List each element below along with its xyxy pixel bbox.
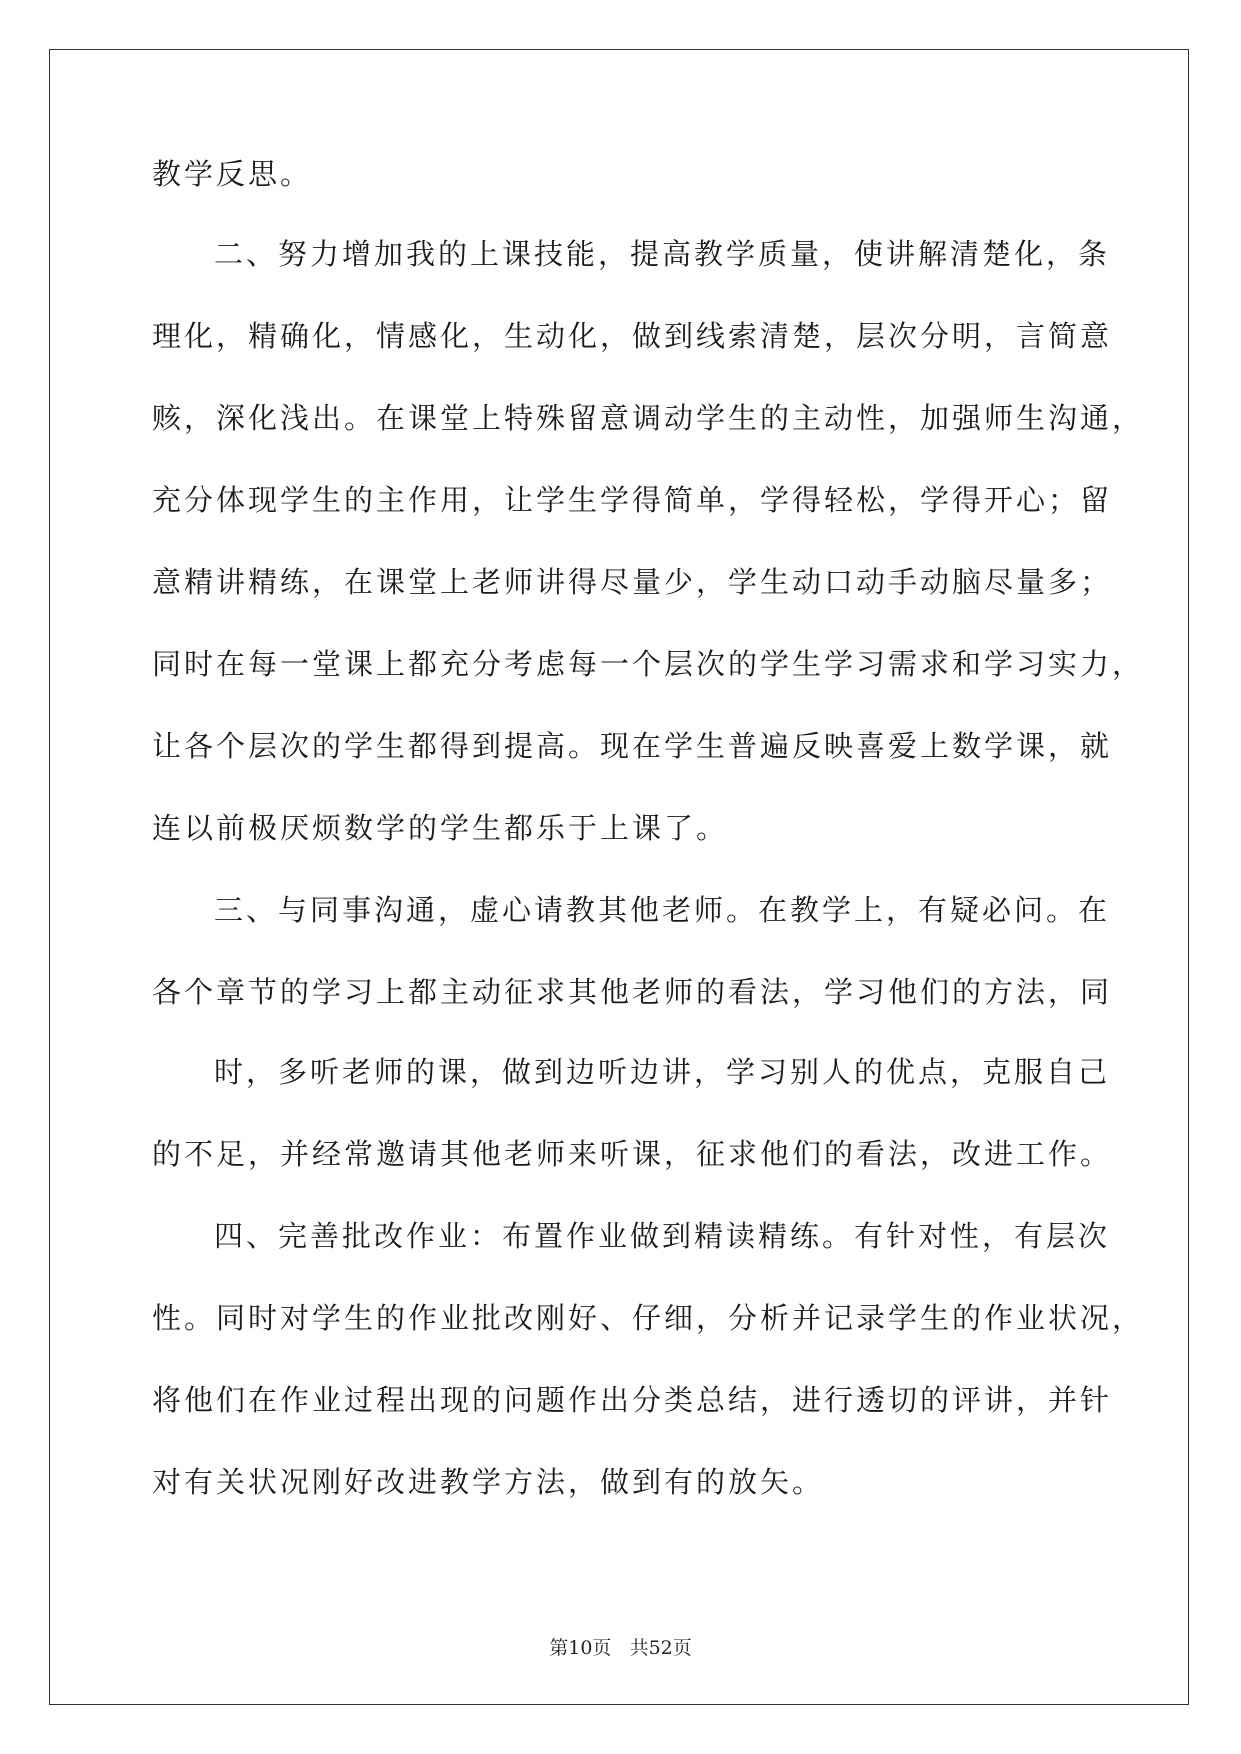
page-total: 共52页 (629, 1637, 692, 1659)
text-line: 同时在每一堂课上都充分考虑每一个层次的学生学习需求和学习实力， (152, 647, 1145, 681)
text-line: 充分体现学生的主作用，让学生学得简单，学得轻松，学得开心；留 (152, 483, 1113, 517)
text-line: 三、与同事沟通，虚心请教其他老师。在教学上，有疑必问。在 (214, 893, 1111, 927)
text-line: 将他们在作业过程出现的问题作出分类总结，进行透切的评讲，并针 (152, 1383, 1113, 1417)
text-line: 连以前极厌烦数学的学生都乐于上课了。 (152, 811, 729, 845)
text-line: 性。同时对学生的作业批改刚好、仔细，分析并记录学生的作业状况， (152, 1301, 1145, 1335)
page-footer (0, 1633, 1241, 1660)
text-line: 意精讲精练，在课堂上老师讲得尽量少，学生动口动手动脑尽量多； (152, 565, 1113, 599)
text-line: 让各个层次的学生都得到提高。现在学生普遍反映喜爱上数学课，就 (152, 729, 1113, 763)
text-line: 各个章节的学习上都主动征求其他老师的看法，学习他们的方法，同 (152, 975, 1113, 1009)
text-line: 四、完善批改作业：布置作业做到精读精练。有针对性，有层次 (214, 1219, 1111, 1253)
page-number: 第10页 (549, 1637, 612, 1659)
page-border (49, 49, 1189, 1705)
text-line: 对有关状况刚好改进教学方法，做到有的放矢。 (152, 1465, 825, 1499)
text-line: 赅，深化浅出。在课堂上特殊留意调动学生的主动性，加强师生沟通， (152, 401, 1145, 435)
text-line: 理化，精确化，情感化，生动化，做到线索清楚，层次分明，言简意 (152, 319, 1113, 353)
text-line: 时，多听老师的课，做到边听边讲，学习别人的优点，克服自己 (214, 1055, 1111, 1089)
text-line: 的不足，并经常邀请其他老师来听课，征求他们的看法，改进工作。 (152, 1137, 1113, 1171)
text-line: 二、努力增加我的上课技能，提高教学质量，使讲解清楚化，条 (214, 237, 1111, 271)
text-line: 教学反思。 (152, 157, 313, 191)
